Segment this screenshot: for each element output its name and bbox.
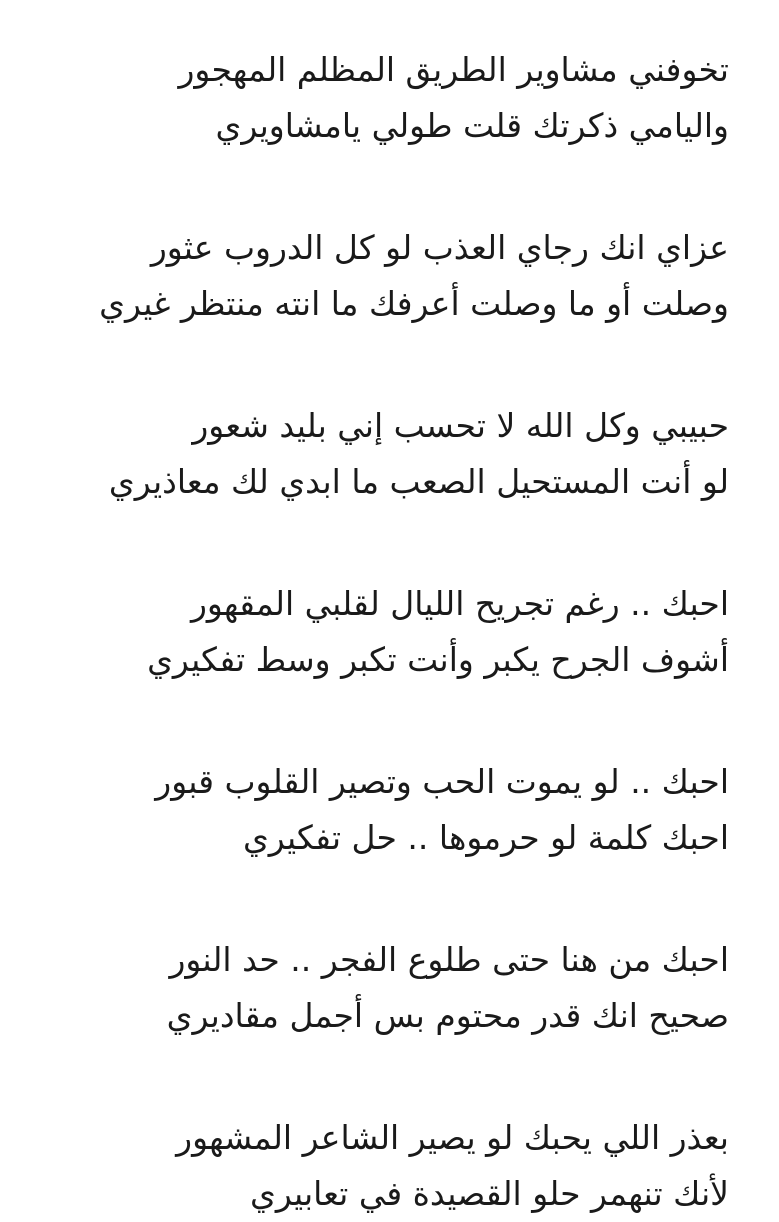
poem-line: وصلت أو ما وصلت أعرفك ما انته منتظر غيري bbox=[99, 284, 729, 323]
poem-line: تخوفني مشاوير الطريق المظلم المهجور bbox=[178, 50, 729, 89]
poem-line: صحيح انك قدر محتوم بس أجمل مقاديري bbox=[166, 996, 729, 1035]
poem-line: احبك .. لو يموت الحب وتصير القلوب قبور bbox=[155, 762, 729, 801]
poem-line: لأنك تنهمر حلو القصيدة في تعابيري bbox=[250, 1174, 729, 1213]
stanza bbox=[40, 42, 729, 154]
poem-line: أشوف الجرح يكبر وأنت تكبر وسط تفكيري bbox=[147, 640, 729, 679]
stanza bbox=[40, 1110, 729, 1222]
poem-line: بعذر اللي يحبك لو يصير الشاعر المشهور bbox=[176, 1118, 729, 1157]
poem-line: واليامي ذكرتك قلت طولي يامشاويري bbox=[215, 106, 729, 145]
stanza bbox=[40, 576, 729, 688]
poem-line: عزاي انك رجاي العذب لو كل الدروب عثور bbox=[150, 228, 729, 267]
poem-line: احبك من هنا حتى طلوع الفجر .. حد النور bbox=[169, 940, 729, 979]
poem-line: لو أنت المستحيل الصعب ما ابدي لك معاذيري bbox=[108, 462, 729, 501]
stanza bbox=[40, 754, 729, 866]
poem-line: احبك كلمة لو حرموها .. حل تفكيري bbox=[242, 818, 729, 857]
stanza bbox=[40, 398, 729, 510]
stanza bbox=[40, 220, 729, 332]
poem-line: حبيبي وكل الله لا تحسب إني بليد شعور bbox=[192, 406, 729, 445]
poem-line: احبك .. رغم تجريح الليال لقلبي المقهور bbox=[190, 584, 729, 623]
stanza bbox=[40, 932, 729, 1044]
